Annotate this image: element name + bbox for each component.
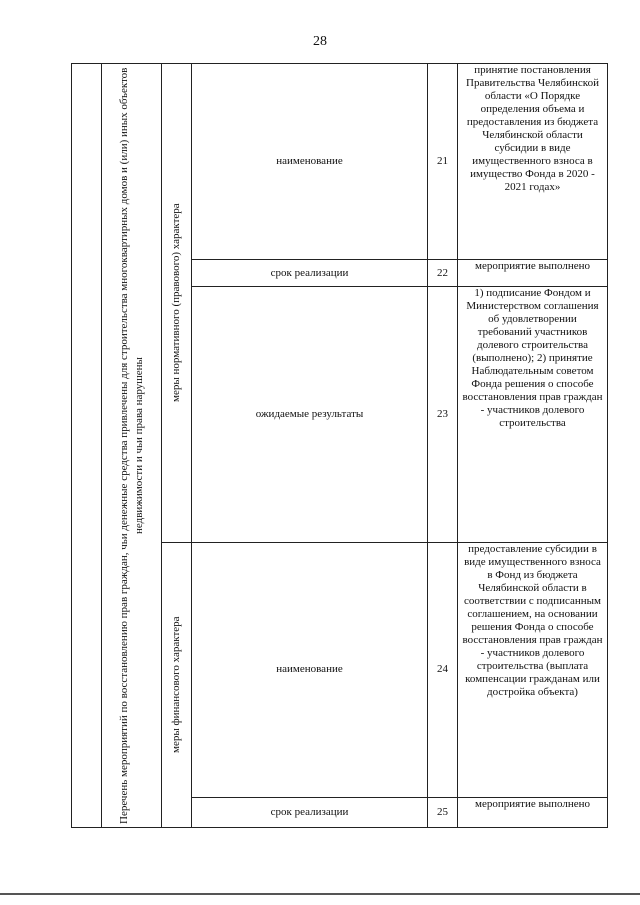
scan-bottom-edge	[0, 893, 640, 895]
value-cell: мероприятие выполнено	[458, 260, 608, 287]
param-cell: наименование	[192, 64, 428, 260]
value-cell: предоставление субсидии в виде имущественного взноса в Фонд из бюджета Челябинской области в соответствии с подписанным соглашением, на основании решения Фонда о способе восстановления прав граждан - участников долевого строительства (выплата компенсации гражданам или достройка объекта)	[458, 542, 608, 797]
table-row	[72, 64, 608, 260]
row-number: 23	[428, 287, 458, 542]
page-number: 28	[313, 34, 327, 49]
param-cell: срок реализации	[192, 260, 428, 287]
measures-table	[71, 63, 608, 828]
param-cell: срок реализации	[192, 797, 428, 827]
value-cell: принятие постановления Правительства Челябинской области «О Порядке определения объема и предоставления из бюджета Челябинской области субсидии в виде имущественного взноса в имущество Фонда в 2020 - 2021 годах»	[458, 64, 608, 260]
row-number: 25	[428, 797, 458, 827]
section-title: меры финансового характера	[170, 616, 182, 754]
section-title-cell	[162, 542, 192, 827]
empty-column-cell	[72, 64, 102, 828]
value-cell: мероприятие выполнено	[458, 797, 608, 827]
section-title-cell	[162, 64, 192, 543]
param-cell: наименование	[192, 542, 428, 797]
row-number: 21	[428, 64, 458, 260]
value-cell: 1) подписание Фондом и Министерством соглашения об удовлетворении требований участников долевого строительства (выполнено); 2) принятие Наблюдательным советом Фонда решения о способе восстановления прав граждан - участников долевого строительства	[458, 287, 608, 542]
section-title: меры нормативного (правового) характера	[170, 203, 182, 403]
row-number: 22	[428, 260, 458, 287]
main-header-cell	[102, 64, 162, 828]
param-cell: ожидаемые результаты	[192, 287, 428, 542]
row-number: 24	[428, 542, 458, 797]
main-header-text: Перечень мероприятий по восстановлению прав граждан, чьи денежные средства привлечены для строительства многоквартирных домов и (или) иных объектов недвижимости и чьи права нарушены	[117, 67, 145, 824]
